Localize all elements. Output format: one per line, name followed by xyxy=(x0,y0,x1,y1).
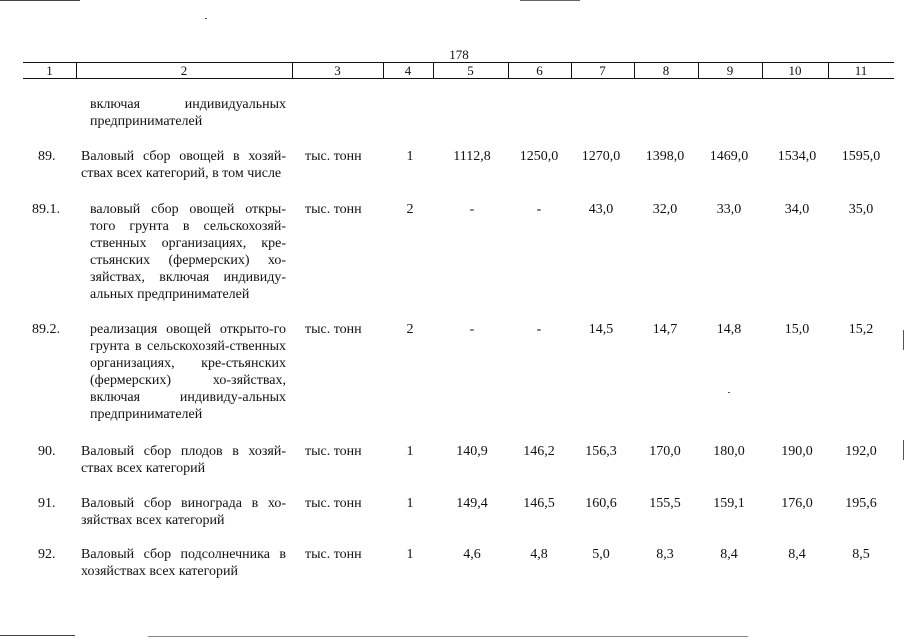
row-code: 2 xyxy=(406,202,414,217)
column-number-1: 1 xyxy=(46,63,53,78)
row-value: 1595,0 xyxy=(841,149,881,164)
scan-margin-mark xyxy=(903,440,904,460)
column-number-10: 10 xyxy=(788,63,802,78)
scan-edge-top xyxy=(0,0,80,1)
row-value: 159,1 xyxy=(713,496,745,511)
column-separator xyxy=(433,63,434,78)
row-value: 8,3 xyxy=(656,547,674,562)
row-value: 155,5 xyxy=(649,496,681,511)
row-code: 1 xyxy=(406,496,414,511)
row-value: 156,3 xyxy=(585,444,617,459)
row-value: 1270,0 xyxy=(581,149,621,164)
row-number: 89. xyxy=(38,149,56,164)
column-separator xyxy=(634,63,635,78)
row-value: 4,6 xyxy=(463,547,481,562)
row-value: 146,2 xyxy=(523,444,555,459)
row-value: 192,0 xyxy=(845,444,877,459)
column-number-5: 5 xyxy=(467,63,474,78)
column-separator xyxy=(292,63,293,78)
row-description: Валовый сбор плодов в хозяй-ствах всех категорий xyxy=(81,444,286,476)
row-value: 190,0 xyxy=(781,444,813,459)
row-unit: тыс. тонн xyxy=(305,444,362,459)
row-value: 15,0 xyxy=(784,322,810,337)
row-value: 8,4 xyxy=(788,547,806,562)
row-number: 92. xyxy=(38,547,56,562)
row-value: 34,0 xyxy=(784,202,810,217)
row-value: 176,0 xyxy=(781,496,813,511)
row-number: 90. xyxy=(38,444,56,459)
column-number-9: 9 xyxy=(726,63,734,78)
column-number-header xyxy=(23,62,894,79)
row-value: 14,7 xyxy=(652,322,678,337)
row-description: Валовый сбор подсолнечника в хозяйствах всех категорий xyxy=(81,547,286,579)
row-description: Валовый сбор винограда в хо-зяйствах всех категорий xyxy=(81,496,286,528)
scan-edge-bottom xyxy=(0,635,75,636)
row-value: 33,0 xyxy=(716,202,742,217)
row-value: 4,8 xyxy=(530,547,548,562)
column-number-8: 8 xyxy=(662,63,670,78)
column-separator xyxy=(76,63,77,78)
column-number-4: 4 xyxy=(404,63,412,78)
row-value: 14,8 xyxy=(716,322,742,337)
row-unit: тыс. тонн xyxy=(305,547,362,562)
row-value: 1469,0 xyxy=(709,149,749,164)
column-number-6: 6 xyxy=(536,63,543,78)
column-separator xyxy=(828,63,829,78)
scan-edge-bottom-mid xyxy=(148,636,748,637)
row-value: 149,4 xyxy=(456,496,488,511)
row-unit: тыс. тонн xyxy=(305,496,362,511)
row-description: валовый сбор овощей откры-того грунта в сельскохозяй-ственных организациях, кре-стьянских (фермерских) хо-зяйствах, включая индивиду-альных предпринимателей xyxy=(90,202,286,302)
row-value: 1250,0 xyxy=(519,149,559,164)
row-unit: тыс. тонн xyxy=(305,322,362,337)
column-separator xyxy=(508,63,509,78)
row-value: 32,0 xyxy=(652,202,678,217)
row-value: 180,0 xyxy=(713,444,745,459)
row-description: реализация овощей открыто-го грунта в сельскохозяй-ственных организациях, кре-стьянских (фермерских) хо-зяйствах, включая индивиду-альных предпринимателей xyxy=(90,322,286,422)
row-number: 91. xyxy=(38,496,56,511)
column-number-11: 11 xyxy=(854,63,868,78)
row-number: 89.1. xyxy=(32,202,60,217)
column-separator xyxy=(762,63,763,78)
column-separator xyxy=(698,63,699,78)
column-number-3: 3 xyxy=(334,63,341,78)
scan-edge-top-right xyxy=(520,0,580,1)
row-value: - xyxy=(536,202,542,217)
row-code: 1 xyxy=(406,444,414,459)
row-code: 1 xyxy=(406,149,414,164)
column-number-7: 7 xyxy=(599,63,606,78)
row-unit: тыс. тонн xyxy=(305,202,362,217)
row-value: 1112,8 xyxy=(453,149,491,164)
scan-margin-mark xyxy=(903,330,904,350)
row-value: 140,9 xyxy=(456,444,488,459)
row-value: 8,5 xyxy=(852,547,870,562)
row-description: Валовый сбор овощей в хозяй-ствах всех категорий, в том числе xyxy=(81,149,286,181)
row-value: 43,0 xyxy=(588,202,614,217)
row-value: - xyxy=(536,322,542,337)
scan-speck xyxy=(728,392,730,393)
row-value: 170,0 xyxy=(649,444,681,459)
row-code: 1 xyxy=(406,547,414,562)
row-value: 5,0 xyxy=(592,547,610,562)
row-value: 146,5 xyxy=(523,496,555,511)
page-number: 178 xyxy=(449,47,469,62)
column-number-2: 2 xyxy=(180,63,188,78)
row-value: 1398,0 xyxy=(645,149,685,164)
row-value: 8,4 xyxy=(720,547,738,562)
row-value: 35,0 xyxy=(848,202,874,217)
row-value: 160,6 xyxy=(585,496,617,511)
row-number: 89.2. xyxy=(32,322,60,337)
row-value: 14,5 xyxy=(588,322,614,337)
column-separator xyxy=(571,63,572,78)
row-code: 2 xyxy=(406,322,414,337)
row-unit: тыс. тонн xyxy=(305,149,362,164)
scan-speck xyxy=(205,18,207,19)
row-value: - xyxy=(469,202,475,217)
column-separator xyxy=(383,63,384,78)
row-value: - xyxy=(469,322,475,337)
row-value: 15,2 xyxy=(848,322,874,337)
row-value: 195,6 xyxy=(845,496,877,511)
row-value: 1534,0 xyxy=(777,149,817,164)
continuation-text: включая индивидуальных предпринимателей xyxy=(90,97,286,129)
